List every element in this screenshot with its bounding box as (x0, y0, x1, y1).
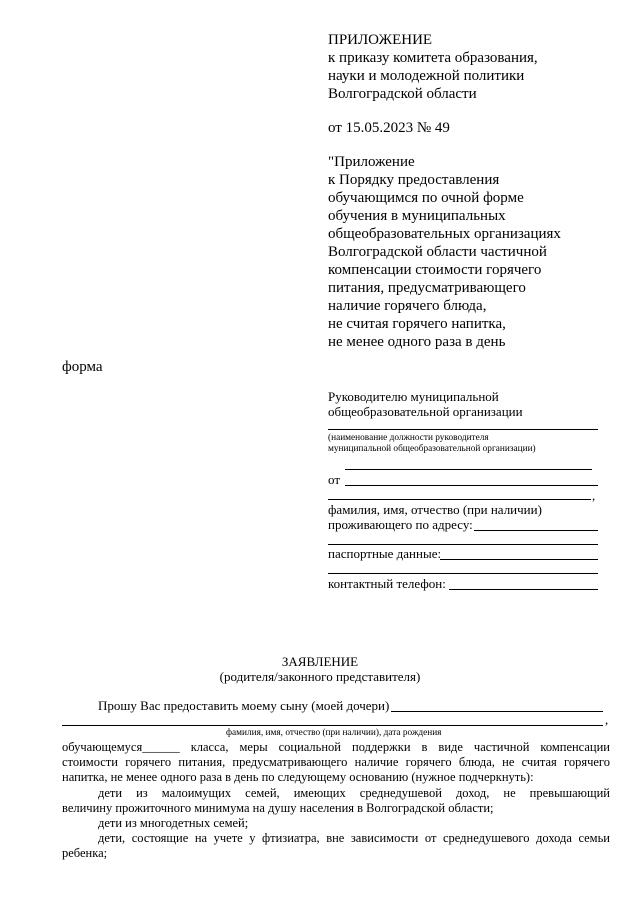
basis-line[interactable]: дети из многодетных семей; (98, 816, 249, 830)
appendix-line: к Порядку предоставления (328, 172, 500, 188)
address-line-2[interactable] (328, 544, 598, 545)
child-name-line[interactable] (391, 711, 603, 712)
position-line[interactable] (328, 429, 598, 430)
name-line[interactable] (328, 499, 591, 500)
position-hint: (наименование должности руководителя (328, 433, 489, 443)
addressee-line: общеобразовательной организации (328, 404, 523, 419)
addressee-line: Руководителю муниципальной (328, 389, 499, 404)
request-text: Прошу Вас предоставить моему сыну (моей дочери) (98, 698, 390, 713)
name-comma: , (592, 488, 596, 503)
appendix-line: питания, предусматривающего (328, 280, 526, 296)
statement-title: ЗАЯВЛЕНИЕ (281, 654, 359, 669)
body-line: напитка, не менее одного раза в день по следующему основанию (нужное подчеркнуть): (62, 770, 534, 784)
appendix-line: обучающимся по очной форме (328, 190, 524, 206)
passport-line-2[interactable] (328, 573, 598, 574)
body-line: стоимости горячего питания, предусматривающего наличие горячего блюда, не считая горячего (62, 755, 610, 769)
appendix-line: компенсации стоимости горячего (328, 262, 542, 278)
appendix-line: наличие горячего блюда, (328, 298, 487, 314)
phone-line[interactable] (449, 589, 598, 590)
order-date: от 15.05.2023 № 49 (328, 120, 450, 136)
phone-label: контактный телефон: (328, 576, 446, 591)
from-label: от (328, 472, 341, 487)
name-hint: фамилия, имя, отчество (при наличии) (328, 502, 542, 517)
address-line[interactable] (474, 530, 598, 531)
basis-line[interactable]: величину прожиточного минимума на душу населения в Волгоградской области; (62, 801, 494, 815)
header-line: Волгоградской области (328, 86, 477, 102)
statement-subtitle: (родителя/законного представителя) (219, 669, 421, 684)
appendix-line: Волгоградской области частичной (328, 244, 547, 260)
header-line: к приказу комитета образования, (328, 50, 538, 66)
appendix-line: не считая горячего напитка, (328, 316, 506, 332)
child-name-line-2[interactable] (62, 725, 603, 726)
header-title: ПРИЛОЖЕНИЕ (328, 32, 433, 48)
basis-line[interactable]: дети, состоящие на учете у фтизиатра, вне зависимости от среднедушевого дохода семьи (98, 831, 610, 845)
position-hint: муниципальной общеобразовательной организации) (328, 444, 536, 454)
position-line-2[interactable] (345, 469, 592, 470)
passport-label: паспортные данные: (328, 546, 442, 561)
child-hint: фамилия, имя, отчество (при наличии), дата рождения (226, 728, 442, 738)
form-label: форма (62, 359, 103, 375)
header-line: науки и молодежной политики (328, 68, 525, 84)
passport-line[interactable] (440, 559, 598, 560)
appendix-line: обучения в муниципальных (328, 208, 506, 224)
appendix-line: общеобразовательных организациях (328, 226, 561, 242)
from-line[interactable] (345, 485, 598, 486)
appendix-line: не менее одного раза в день (328, 334, 506, 350)
body-line: обучающемуся______ класса, меры социальной поддержки в виде частичной компенсации (62, 740, 610, 754)
child-comma: , (605, 712, 609, 727)
appendix-line: "Приложение (328, 154, 415, 170)
basis-line[interactable]: дети из малоимущих семей, имеющих среднедушевой доход, не превышающий (98, 786, 610, 800)
basis-line[interactable]: ребенка; (62, 846, 108, 860)
address-label: проживающего по адресу: (328, 517, 473, 532)
